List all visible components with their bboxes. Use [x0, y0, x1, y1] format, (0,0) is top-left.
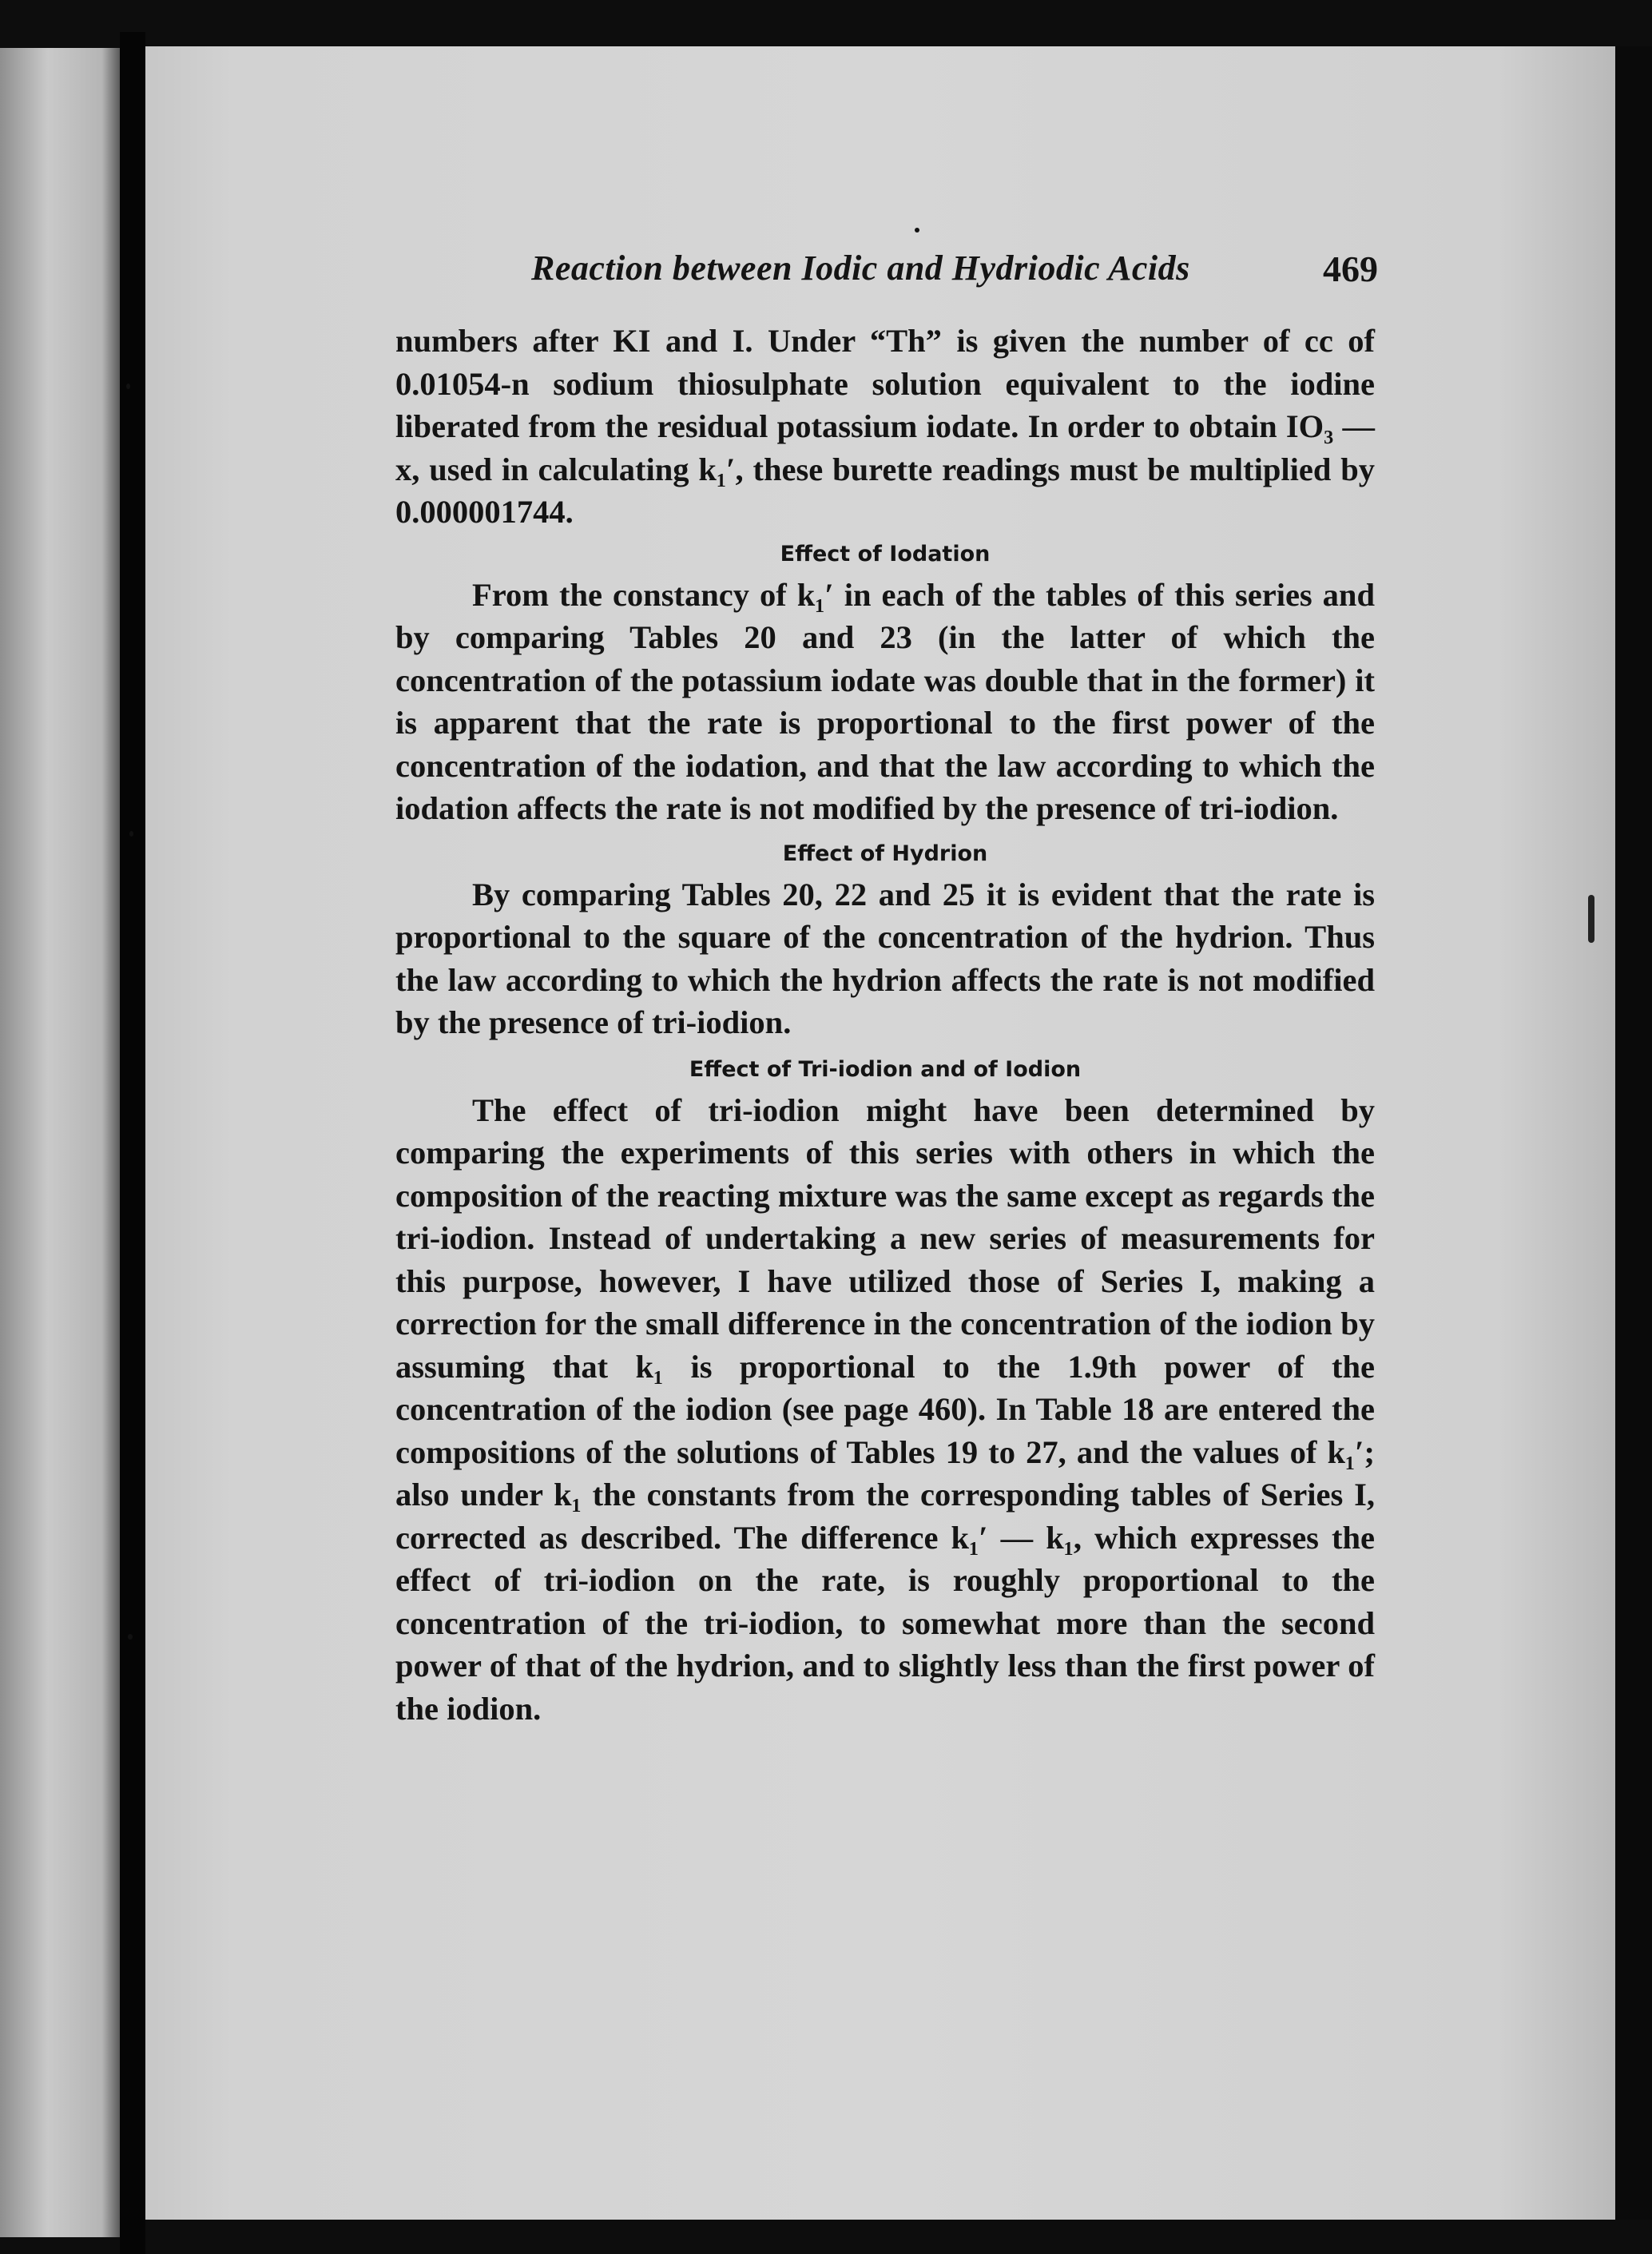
section-heading: Effect of Tri-iodion and of Iodion	[689, 1056, 1082, 1082]
body-paragraph: By comparing Tables 20, 22 and 25 it is evident that the rate is proportional to the square of the concentration of the hydrion. Thus the law according to which the hydrion affects the rate is not modified by the presence of tri-iodion.	[395, 876, 1375, 1040]
scan-speck	[915, 228, 919, 233]
section-heading: Effect of Iodation	[780, 541, 991, 566]
facing-page-edge	[0, 48, 120, 2237]
body-paragraph: numbers after KI and I. Under “Th” is given the number of cc of 0.01054-n sodium thiosulphate solution equivalent to the iodine liberated from the residual potassium iodate. In order to obtain IO₃ — x, used in calculating k₁′, these burette readings must be multiplied by 0.000001744.	[395, 323, 1375, 530]
body-paragraph: From the constancy of k₁′ in each of the tables of this series and by comparing Tables 20 and 23 (in the latter of which the concentration of the potassium iodate was double that in the former) it is apparent that the rate is proportional to the first power of the concentration of the iodation, and that the law according to which the iodation affects the rate is not modified by the presence of tri-iodion.	[395, 576, 1375, 826]
book-gutter	[120, 32, 145, 2254]
section-heading: Effect of Hydrion	[782, 841, 988, 866]
scan-speck	[1588, 895, 1594, 943]
scan-speck	[126, 384, 130, 389]
page-header	[531, 248, 1378, 296]
page-body	[395, 320, 1375, 1730]
scan-speck	[129, 831, 133, 837]
body-paragraph: The effect of tri-iodion might have been determined by comparing the experiments of this series with others in which the composition of the reacting mixture was the same except as regards the tri-iodion. Instead of undertaking a new series of measurements for this purpose, however, I have utilized those of Series I, making a correction for the small difference in the concentration of the iodion by assuming that k₁ is proportional to the 1.9th power of the concentration of the iodion (see page 460). In Table 18 are entered the compositions of the solutions of Tables 19 to 27, and the values of k₁′; also under k₁ the constants from the corresponding tables of Series I, corrected as described. The difference k₁′ — k₁, which expresses the effect of tri-iodion on the rate, is roughly proportional to the concentration of the tri-iodion, to somewhat more than the second power of that of the hydrion, and to slightly less than the first power of the iodion.	[395, 1091, 1375, 1727]
scan-speck	[128, 1634, 133, 1640]
page-number: 469	[1323, 248, 1378, 289]
scan-border	[1615, 46, 1652, 2220]
running-title: Reaction between Iodic and Hydriodic Acids	[531, 248, 1190, 288]
